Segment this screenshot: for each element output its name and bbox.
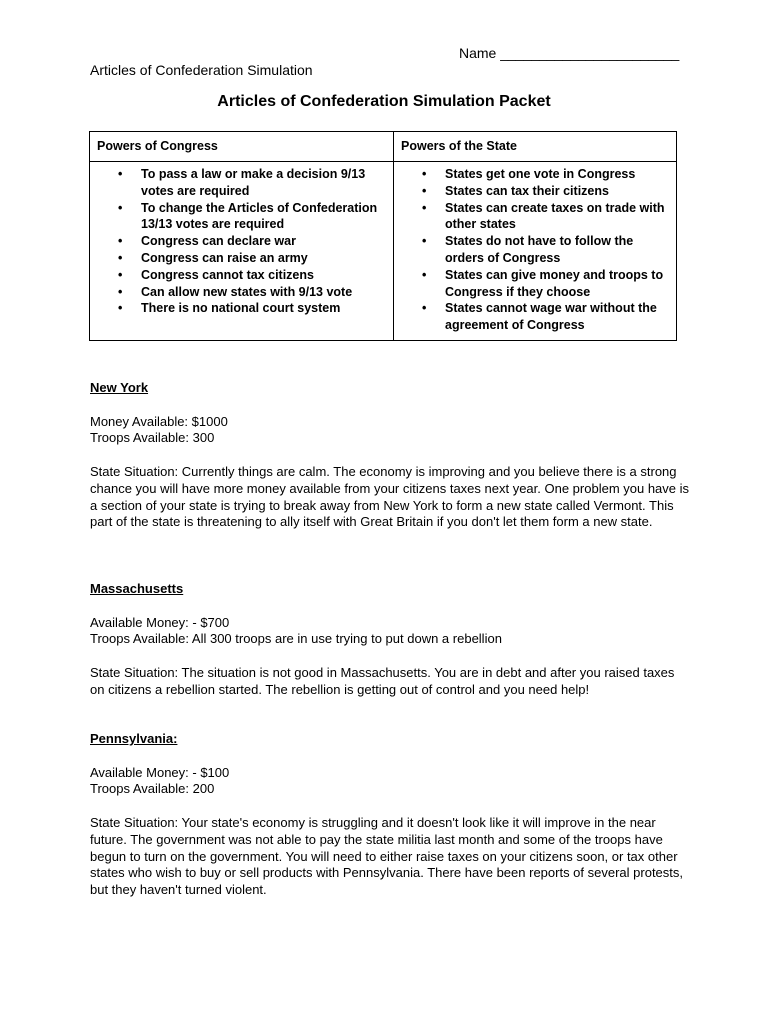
section-title-new-york: New York <box>90 380 149 395</box>
list-item: • Congress cannot tax citizens <box>141 267 387 284</box>
list-item: • States can create taxes on trade with other states <box>445 200 670 234</box>
congress-powers-cell <box>90 162 394 341</box>
money-available: Available Money: - $100 <box>90 764 230 780</box>
money-available: Money Available: $1000 <box>90 413 228 429</box>
pennsylvania-section <box>90 731 690 899</box>
list-item: • States get one vote in Congress <box>445 166 670 183</box>
list-item: • Congress can raise an army <box>141 250 387 267</box>
powers-table-header-row <box>90 132 677 162</box>
troops-available: Troops Available: All 300 troops are in use trying to put down a rebellion <box>90 631 502 647</box>
state-situation: State Situation: The situation is not good in Massachusetts. You are in debt and after you raised taxes on citizens a rebellion started. The rebellion is getting out of control and you need help! <box>90 665 675 697</box>
name-field-label: Name _______________________ <box>459 45 680 61</box>
list-item: • Can allow new states with 9/13 vote <box>141 284 387 301</box>
list-item: • States cannot wage war without the agreement of Congress <box>445 300 670 334</box>
section-title-massachusetts: Massachusetts <box>90 581 184 596</box>
powers-table <box>89 131 677 341</box>
troops-available: Troops Available: 200 <box>90 781 215 797</box>
congress-powers-list <box>96 166 387 317</box>
column-header-state: Powers of the State <box>394 132 677 162</box>
section-title-pennsylvania: Pennsylvania: <box>90 731 178 746</box>
new-york-section <box>90 380 690 531</box>
column-header-congress: Powers of Congress <box>90 132 394 162</box>
massachusetts-section <box>90 581 690 699</box>
list-item: • States can give money and troops to Congress if they choose <box>445 267 670 301</box>
list-item: • States do not have to follow the orders of Congress <box>445 233 670 267</box>
list-item: • There is no national court system <box>141 300 387 317</box>
page-title: Articles of Confederation Simulation Packet <box>217 93 551 110</box>
powers-table-body-row <box>90 162 677 341</box>
list-item: • To pass a law or make a decision 9/13 votes are required <box>141 166 387 200</box>
document-header: Articles of Confederation Simulation <box>90 62 313 78</box>
list-item: • To change the Articles of Confederation 13/13 votes are required <box>141 200 387 234</box>
list-item: • Congress can declare war <box>141 233 387 250</box>
state-situation: State Situation: Your state's economy is struggling and it doesn't look like it will improve in the near future. The government was not able to pay the state militia last month and some of the troops have begun to turn on the government. You will need to either raise taxes on your citizens soon, or tax other states who wish to buy or sell products with Pennsylvania. There have been reports of several protests, but they haven't turned violent. <box>90 815 684 897</box>
troops-available: Troops Available: 300 <box>90 430 215 446</box>
state-powers-cell <box>394 162 677 341</box>
money-available: Available Money: - $700 <box>90 614 230 630</box>
list-item: • States can tax their citizens <box>445 183 670 200</box>
state-powers-list <box>400 166 670 334</box>
state-situation: State Situation: Currently things are calm. The economy is improving and you believe there is a strong chance you will have more money available from your citizens taxes next year. One problem you have is a section of your state is trying to break away from New York to form a new state called Vermont. This part of the state is threatening to ally itself with Great Britain if you don't let them form a new state. <box>90 464 690 530</box>
